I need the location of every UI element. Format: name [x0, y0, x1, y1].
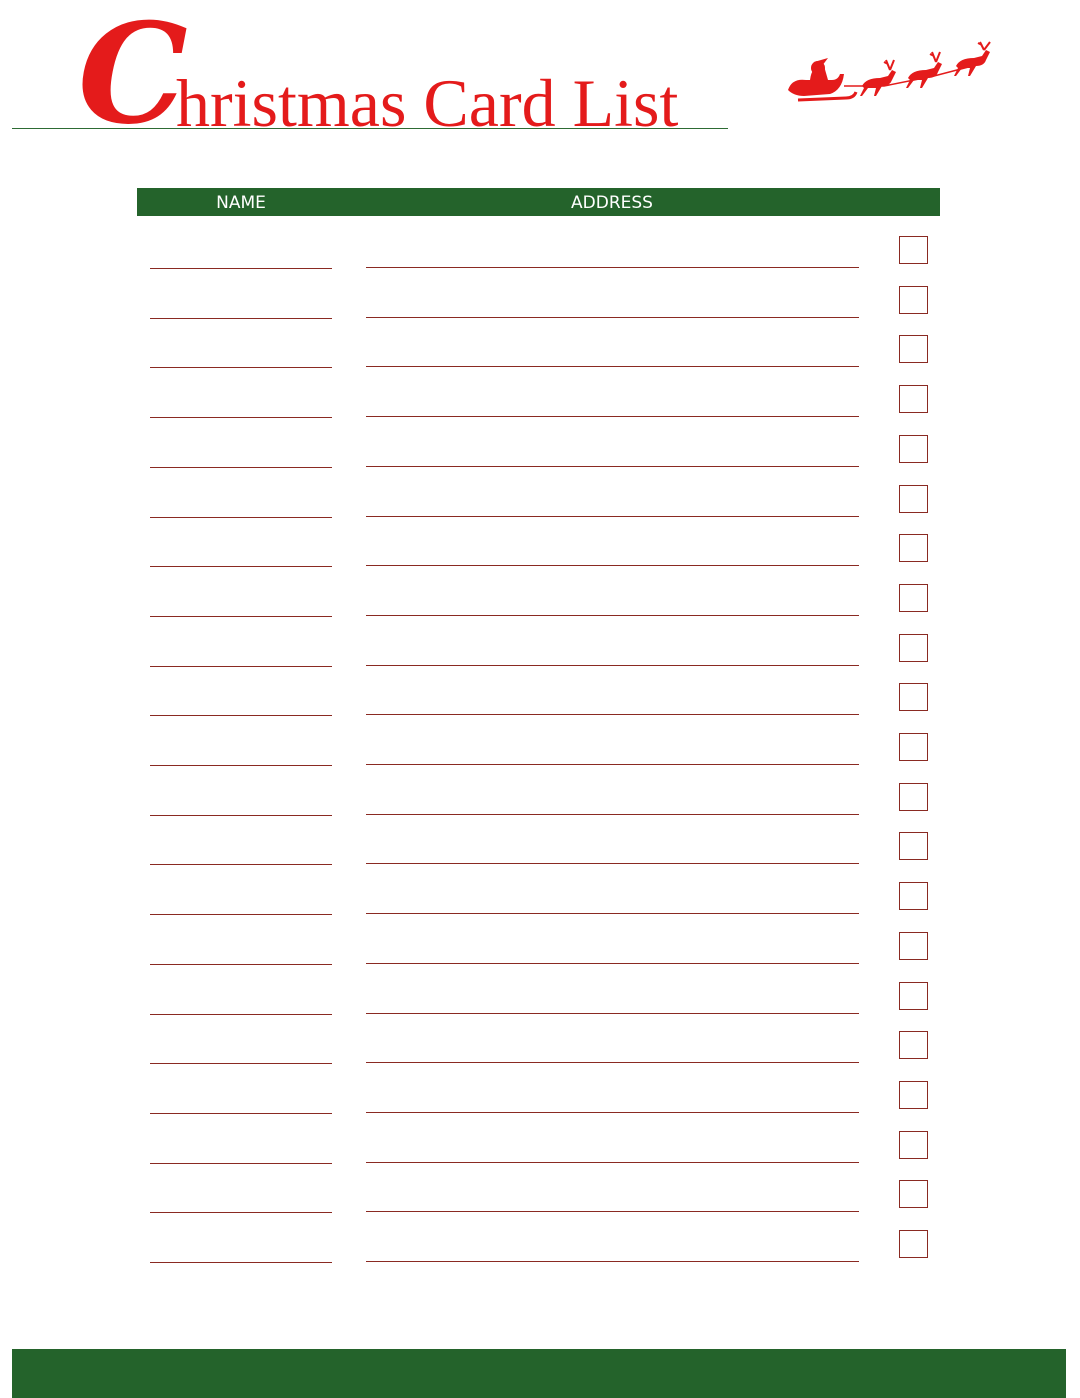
- address-write-line[interactable]: [366, 416, 859, 417]
- address-write-line[interactable]: [366, 1162, 859, 1163]
- address-write-line[interactable]: [366, 1261, 859, 1262]
- title-initial: C: [78, 0, 184, 155]
- name-write-line[interactable]: [150, 616, 332, 617]
- name-write-line[interactable]: [150, 566, 332, 567]
- name-write-line[interactable]: [150, 1163, 332, 1164]
- sent-checkbox[interactable]: [899, 584, 928, 612]
- address-write-line[interactable]: [366, 615, 859, 616]
- sent-checkbox[interactable]: [899, 236, 928, 264]
- address-write-line[interactable]: [366, 1211, 859, 1212]
- name-write-line[interactable]: [150, 914, 332, 915]
- sent-checkbox[interactable]: [899, 485, 928, 513]
- sent-checkbox[interactable]: [899, 733, 928, 761]
- sent-checkbox[interactable]: [899, 882, 928, 910]
- address-write-line[interactable]: [366, 366, 859, 367]
- name-write-line[interactable]: [150, 715, 332, 716]
- address-write-line[interactable]: [366, 1013, 859, 1014]
- name-write-line[interactable]: [150, 318, 332, 319]
- address-write-line[interactable]: [366, 1062, 859, 1063]
- name-write-line[interactable]: [150, 517, 332, 518]
- sent-checkbox[interactable]: [899, 932, 928, 960]
- address-write-line[interactable]: [366, 565, 859, 566]
- footer-bar: [12, 1349, 1066, 1398]
- name-write-line[interactable]: [150, 964, 332, 965]
- sent-checkbox[interactable]: [899, 832, 928, 860]
- name-write-line[interactable]: [150, 1262, 332, 1263]
- sent-checkbox[interactable]: [899, 634, 928, 662]
- name-write-line[interactable]: [150, 765, 332, 766]
- sent-checkbox[interactable]: [899, 435, 928, 463]
- sent-checkbox[interactable]: [899, 982, 928, 1010]
- sent-checkbox[interactable]: [899, 534, 928, 562]
- name-write-line[interactable]: [150, 417, 332, 418]
- address-write-line[interactable]: [366, 913, 859, 914]
- column-header-address: ADDRESS: [571, 193, 653, 213]
- address-write-line[interactable]: [366, 764, 859, 765]
- sent-checkbox[interactable]: [899, 1081, 928, 1109]
- sent-checkbox[interactable]: [899, 1031, 928, 1059]
- name-write-line[interactable]: [150, 815, 332, 816]
- address-write-line[interactable]: [366, 466, 859, 467]
- name-write-line[interactable]: [150, 367, 332, 368]
- address-write-line[interactable]: [366, 714, 859, 715]
- address-write-line[interactable]: [366, 1112, 859, 1113]
- sent-checkbox[interactable]: [899, 683, 928, 711]
- sent-checkbox[interactable]: [899, 335, 928, 363]
- name-write-line[interactable]: [150, 666, 332, 667]
- name-write-line[interactable]: [150, 1014, 332, 1015]
- name-write-line[interactable]: [150, 1113, 332, 1114]
- address-write-line[interactable]: [366, 863, 859, 864]
- title-text: hristmas Card List: [176, 65, 679, 141]
- name-write-line[interactable]: [150, 1063, 332, 1064]
- address-write-line[interactable]: [366, 317, 859, 318]
- address-write-line[interactable]: [366, 665, 859, 666]
- name-write-line[interactable]: [150, 1212, 332, 1213]
- sent-checkbox[interactable]: [899, 1230, 928, 1258]
- sent-checkbox[interactable]: [899, 1131, 928, 1159]
- column-header-name: NAME: [216, 193, 266, 213]
- name-write-line[interactable]: [150, 864, 332, 865]
- address-write-line[interactable]: [366, 516, 859, 517]
- name-write-line[interactable]: [150, 268, 332, 269]
- sent-checkbox[interactable]: [899, 783, 928, 811]
- sent-checkbox[interactable]: [899, 286, 928, 314]
- sent-checkbox[interactable]: [899, 385, 928, 413]
- sent-checkbox[interactable]: [899, 1180, 928, 1208]
- address-write-line[interactable]: [366, 814, 859, 815]
- address-write-line[interactable]: [366, 963, 859, 964]
- address-write-line[interactable]: [366, 267, 859, 268]
- name-write-line[interactable]: [150, 467, 332, 468]
